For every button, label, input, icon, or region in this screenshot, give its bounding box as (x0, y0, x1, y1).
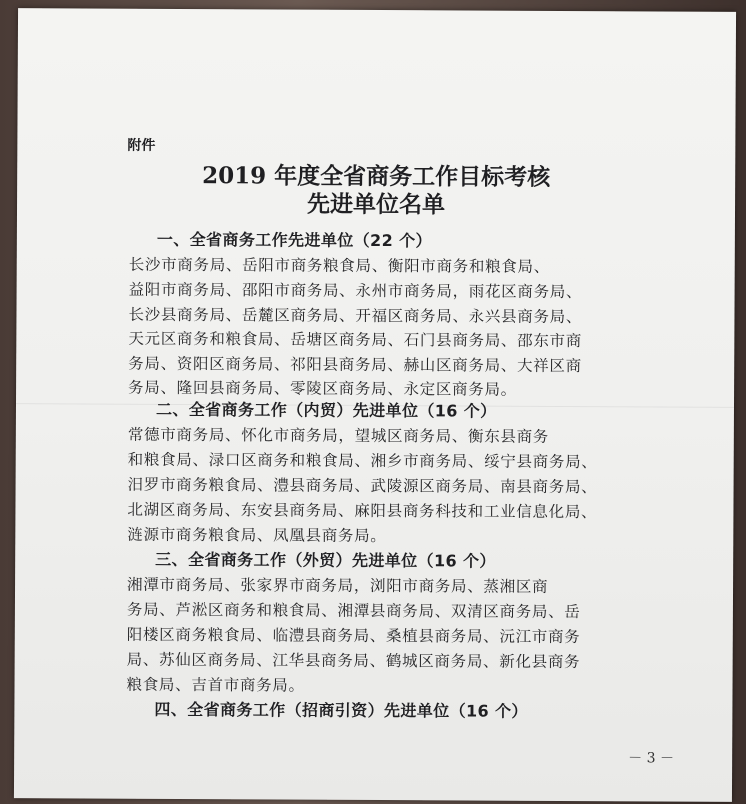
document-subtitle: 先进单位名单 (306, 190, 446, 219)
section-line: 阳楼区商务粮食局、临澧县商务局、桑植县商务局、沅江市商务 (126, 625, 581, 647)
page-number: － 3 － (628, 750, 675, 767)
section-line: 长沙县商务局、岳麓区商务局、开福区商务局、永兴县商务局、 (128, 305, 583, 327)
section-line: 常德市商务局、怀化市商务局，望城区商务局、衡东县商务 (127, 425, 550, 446)
attachment-label: 附件 (127, 137, 156, 154)
section-line: 务局、隆回县商务局、零陵区商务局、永定区商务局。 (128, 378, 517, 399)
section-line: 涟源市商务粮食局、凤凰县商务局。 (127, 525, 387, 546)
document-page (14, 8, 736, 802)
section-line: 务局、芦淞区商务和粮食局、湘潭县商务局、双清区商务局、岳 (126, 600, 581, 622)
section-line: 粮食局、吉首市商务局。 (126, 675, 305, 695)
section-heading: 四、全省商务工作（招商引资）先进单位（16 个） (154, 699, 528, 721)
section-line: 长沙市商务局、岳阳市商务粮食局、衡阳市商务和粮食局、 (128, 255, 550, 276)
section-line: 湘潭市商务局、张家界市商务局，浏阳市商务局、蒸湘区商 (127, 575, 549, 596)
section-heading: 三、全省商务工作（外贸）先进单位（16 个） (155, 549, 496, 571)
section-line: 北湖区商务局、东安县商务局、麻阳县商务科技和工业信息化局、 (127, 500, 598, 522)
section-line: 和粮食局、渌口区商务和粮食局、湘乡市商务局、绥宁县商务局、 (127, 450, 598, 472)
section-line: 务局、资阳区商务局、祁阳县商务局、赫山区商务局、大祥区商 (128, 354, 582, 376)
section-line: 汨罗市商务粮食局、澧县商务局、武陵源区商务局、南县商务局、 (127, 475, 598, 497)
document-title: 2019 年度全省商务工作目标考核 (202, 162, 551, 191)
section-line: 局、苏仙区商务局、江华县商务局、鹤城区商务局、新化县商务 (126, 650, 581, 672)
section-line: 益阳市商务局、邵阳市商务局、永州市商务局，雨花区商务局、 (128, 280, 583, 302)
section-heading: 二、全省商务工作（内贸）先进单位（16 个） (155, 399, 497, 421)
section-heading: 一、全省商务工作先进单位（22 个） (156, 229, 432, 251)
section-line: 天元区商务和粮食局、岳塘区商务局、石门县商务局、邵东市商 (128, 329, 582, 351)
